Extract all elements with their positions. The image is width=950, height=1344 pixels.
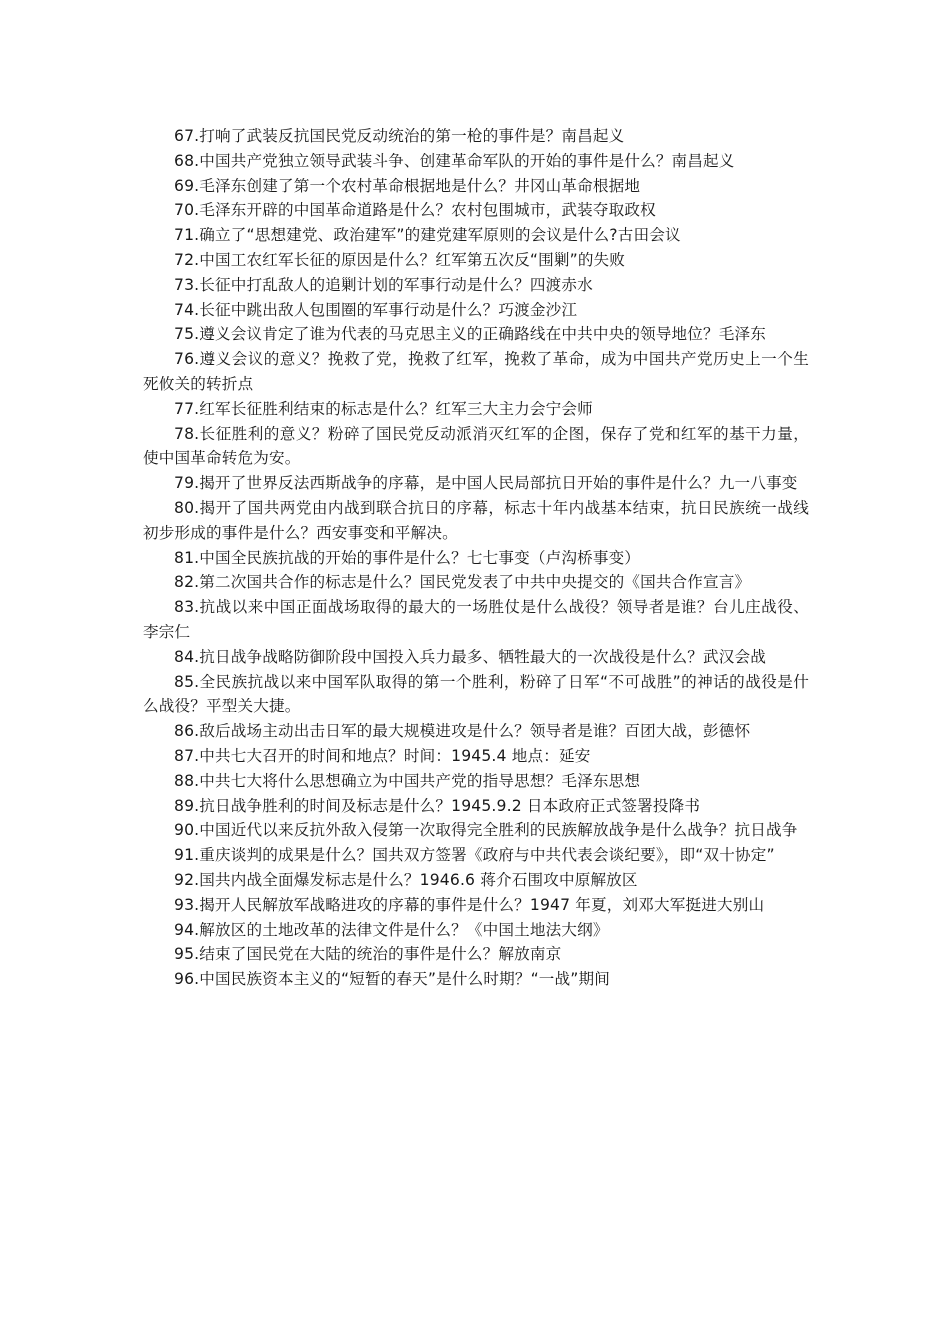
question-68: 68.中国共产党独立领导武装斗争、创建革命军队的开始的事件是什么？南昌起义 bbox=[174, 151, 735, 170]
document-page bbox=[143, 124, 809, 992]
question-85: 85.全民族抗战以来中国军队取得的第一个胜利，粉碎了日军“不可战胜”的神话的战役是什么战役？平型关大捷。 bbox=[143, 672, 809, 716]
question-74: 74.长征中跳出敌人包围圈的军事行动是什么？巧渡金沙江 bbox=[174, 300, 578, 319]
question-67: 67.打响了武装反抗国民党反动统治的第一枪的事件是？南昌起义 bbox=[174, 127, 625, 145]
question-86: 86.敌后战场主动出击日军的最大规模进攻是什么？领导者是谁？百团大战，彭德怀 bbox=[174, 722, 751, 741]
question-83: 83.抗战以来中国正面战场取得的最大的一场胜仗是什么战役？领导者是谁？台儿庄战役、李宗仁 bbox=[143, 598, 809, 641]
question-73: 73.长征中打乱敌人的追剿计划的军事行动是什么？四渡赤水 bbox=[174, 275, 593, 294]
question-70: 70.毛泽东开辟的中国革命道路是什么？农村包围城市，武装夺取政权 bbox=[174, 201, 656, 220]
question-78: 78.长征胜利的意义？粉碎了国民党反动派消灭红军的企图，保存了党和红军的基干力量，使中国革命转危为安。 bbox=[143, 424, 809, 468]
question-69: 69.毛泽东创建了第一个农村革命根据地是什么？井冈山革命根据地 bbox=[174, 176, 641, 195]
question-77: 77.红军长征胜利结束的标志是什么？红军三大主力会宁会师 bbox=[174, 399, 593, 418]
question-89: 89.抗日战争胜利的时间及标志是什么？1945.9.2 日本政府正式签署投降书 bbox=[174, 796, 701, 815]
question-75: 75.遵义会议肯定了谁为代表的马克思主义的正确路线在中共中央的领导地位？毛泽东 bbox=[174, 325, 767, 344]
question-95: 95.结束了国民党在大陆的统治的事件是什么？解放南京 bbox=[174, 945, 562, 964]
question-80: 80.揭开了国共两党由内战到联合抗日的序幕，标志十年内战基本结束，抗日民族统一战线初步形成的事件是什么？西安事变和平解决。 bbox=[143, 498, 809, 542]
question-93: 93.揭开人民解放军战略进攻的序幕的事件是什么？1947 年夏，刘邓大军挺进大别山 bbox=[174, 895, 765, 914]
question-94: 94.解放区的土地改革的法律文件是什么？《中国土地法大纲》 bbox=[174, 920, 609, 939]
question-71: 71.确立了“思想建党、政治建军”的建党建军原则的会议是什么?古田会议 bbox=[174, 226, 681, 245]
question-96: 96.中国民族资本主义的“短暂的春天”是什么时期？“一战”期间 bbox=[174, 970, 611, 989]
question-91: 91.重庆谈判的成果是什么？国共双方签署《政府与中共代表会谈纪要》，即“双十协定” bbox=[174, 846, 775, 865]
question-92: 92.国共内战全面爆发标志是什么？1946.6 蒋介石围攻中原解放区 bbox=[174, 870, 638, 889]
question-81: 81.中国全民族抗战的开始的事件是什么？七七事变（卢沟桥事变） bbox=[174, 548, 641, 567]
question-79: 79.揭开了世界反法西斯战争的序幕，是中国人民局部抗日开始的事件是什么？九一八事变 bbox=[174, 474, 798, 493]
question-76: 76.遵义会议的意义？挽救了党，挽救了红军，挽救了革命，成为中国共产党历史上一个生死攸关的转折点 bbox=[143, 350, 809, 393]
question-72: 72.中国工农红军长征的原因是什么？红军第五次反“围剿”的失败 bbox=[174, 250, 626, 269]
question-87: 87.中共七大召开的时间和地点？时间：1945.4 地点：延安 bbox=[174, 746, 591, 765]
question-88: 88.中共七大将什么思想确立为中国共产党的指导思想？毛泽东思想 bbox=[174, 771, 641, 790]
question-90: 90.中国近代以来反抗外敌入侵第一次取得完全胜利的民族解放战争是什么战争？抗日战争 bbox=[174, 821, 798, 840]
question-82: 82.第二次国共合作的标志是什么？国民党发表了中共中央提交的《国共合作宣言》 bbox=[174, 573, 751, 592]
question-84: 84.抗日战争战略防御阶段中国投入兵力最多、牺牲最大的一次战役是什么？武汉会战 bbox=[174, 647, 767, 666]
